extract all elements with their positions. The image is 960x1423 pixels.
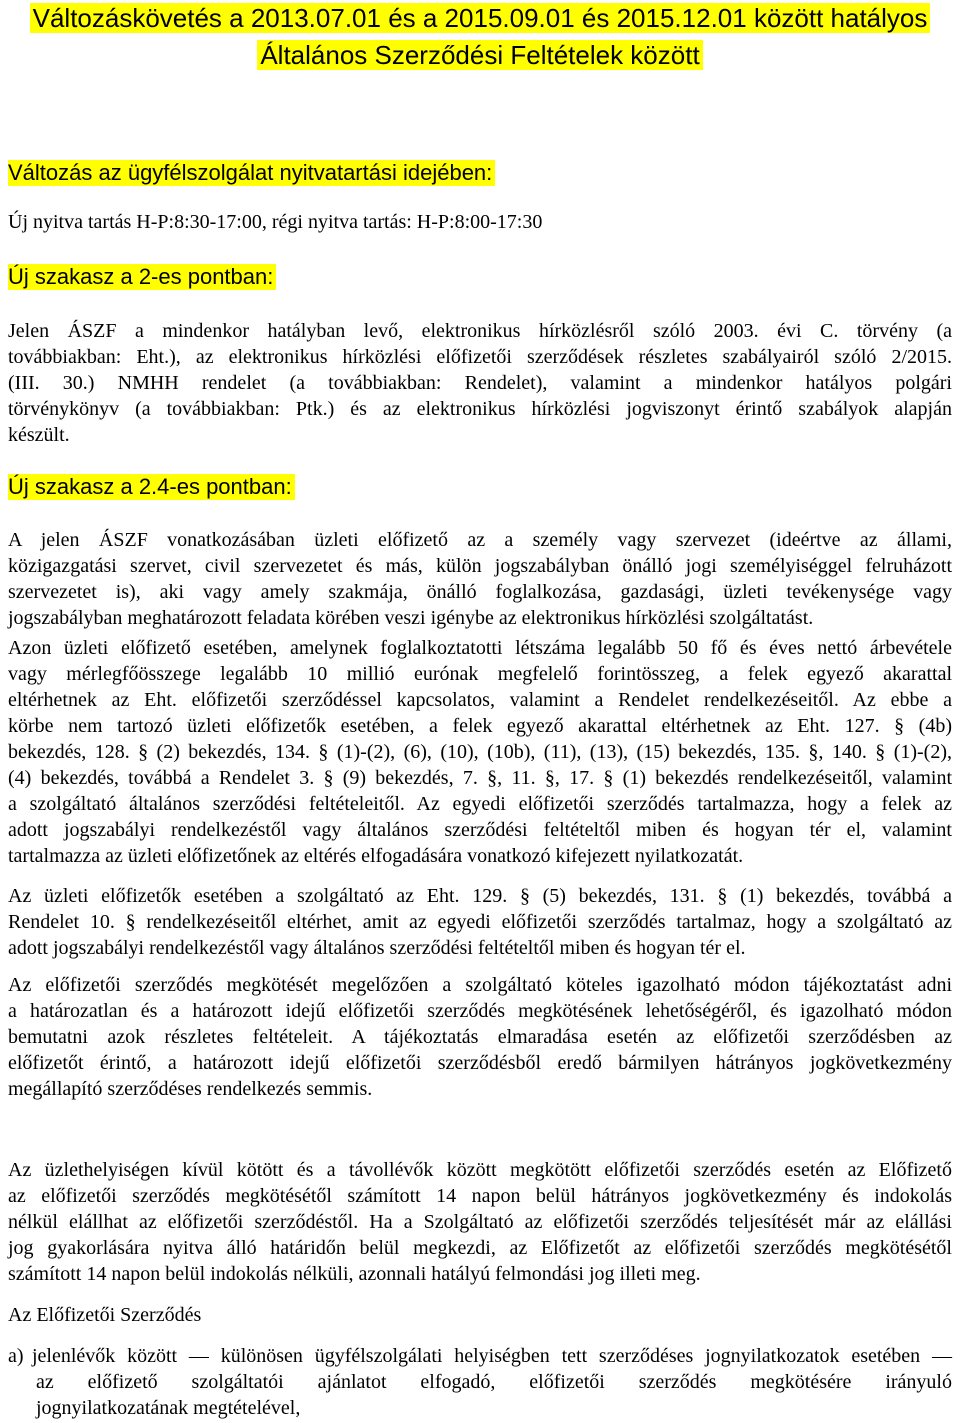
paragraph [8, 635, 952, 869]
paragraph-line: a határozatlan és a határozott idejű előfizetői szerződés megkötésének lehetőségéről, és igazolható módon [8, 1000, 952, 1022]
paragraph-line: (4) bekezdés, továbbá a Rendelet 3. § (9) bekezdés, 7. §, 11. §, 17. § (1) bekezdés rendelkezéseitől, valamint [8, 767, 952, 789]
paragraph-line: Új nyitva tartás H-P:8:30-17:00, régi nyitva tartás: H-P:8:00-17:30 [8, 211, 543, 233]
paragraph-line: közigazgatási szervet, civil szervezetet és más, külön jogszabályban önálló jogi személyiséggel felruházott [8, 555, 952, 577]
paragraph-line: a szolgáltató általános szerződési feltételeitől. Az egyedi előfizetői szerződés tartalmazza, hogy a felek az [8, 793, 952, 815]
paragraph-line: A jelen ÁSZF vonatkozásában üzleti előfizető az a személy vagy szervezet (ideértve az állami, [8, 529, 952, 551]
paragraph-line: körbe nem tartozó üzleti előfizetők esetében, a felek egyező akarattal eltérhetnek az Eht. 127. § (4b) [8, 715, 952, 737]
paragraph-line: adott jogszabályi rendelkezéstől vagy általános szerződési feltételtől miben és hogyan tér el, valamint [8, 819, 952, 841]
paragraph [8, 527, 952, 631]
paragraph-line: az előfizető szolgáltatói ajánlatot elfogadó, előfizetői szerződés megkötésére irányuló [36, 1371, 952, 1393]
paragraph [8, 318, 952, 448]
paragraph-line: jognyilatkozatának megtételével, [36, 1397, 301, 1419]
paragraph [8, 1157, 952, 1287]
paragraph [8, 209, 952, 235]
paragraph-line: jogszabályban meghatározott feladata körében veszi igénybe az elektronikus hírközlési szolgáltatást. [8, 607, 814, 629]
highlighted-title-text: Változáskövetés a 2013.07.01 és a 2015.09.01 és 2015.12.01 között hatályos [30, 3, 931, 33]
document-title-line [0, 3, 960, 33]
paragraph-line: adott jogszabályi rendelkezéstől vagy általános szerződési feltételtől miben és hogyan tér el. [8, 937, 746, 959]
paragraph-line: eltérhetnek az Eht. előfizetői szerződéssel kapcsolatos, valamint a Rendelet rendelkezéseitől. Az ebbe a [8, 689, 952, 711]
paragraph-line: szervezetet is), aki vagy amely szakmája, önálló foglalkozása, gazdasági, üzleti tevékenysége vagy [8, 581, 952, 603]
paragraph-line: vagy mérlegfőösszege legalább 10 millió eurónak megfelelő forintösszeg, a felek egyező akarattal [8, 663, 952, 685]
paragraph-line: előfizetőt érintő, a határozott idejű előfizetői szerződésből eredő bármilyen hátrányos jogkövetkezmény [8, 1052, 952, 1074]
paragraph [8, 972, 952, 1102]
document-title-line [0, 40, 960, 70]
paragraph-line: számított 14 napon belül indokolás nélküli, azonnali hatályú felmondási jog illeti meg. [8, 1263, 701, 1285]
section-heading: Új szakasz a 2.4-es pontban: [8, 474, 295, 500]
paragraph [8, 883, 952, 961]
paragraph-line: Az üzleti előfizetők esetében a szolgáltató az Eht. 129. § (5) bekezdés, 131. § (1) bekezdés, továbbá a [8, 885, 952, 907]
paragraph-line: törvénykönyv (a továbbiakban: Ptk.) és az elektronikus hírközlési jogviszonyt érintő szabályok alapján [8, 398, 952, 420]
paragraph-line: bemutatni azok részletes feltételeit. A tájékoztatás elmaradása esetén az előfizetői szerződésben az [8, 1026, 952, 1048]
paragraph-line: megállapító szerződéses rendelkezés semmis. [8, 1078, 373, 1100]
paragraph [8, 1302, 952, 1328]
paragraph-line: nélkül elállhat az előfizetői szerződéstől. Ha a Szolgáltató az előfizetői szerződés teljesítését már az elállási [8, 1211, 952, 1233]
section-heading: Új szakasz a 2-es pontban: [8, 264, 276, 290]
paragraph-line: bekezdés, 128. § (2) bekezdés, 134. § (1)-(2), (6), (10), (10b), (11), (13), (15) bekezdés, 135. §, 140. § (1)-(2), [8, 741, 952, 763]
paragraph-line: készült. [8, 424, 70, 446]
highlighted-title-text: Általános Szerződési Feltételek között [257, 40, 702, 70]
paragraph-line: jog gyakorlására nyitva álló határidőn belül megkezdi, az Előfizetőt az előfizetői szerződés megkötésétől [8, 1237, 952, 1259]
list-item-label: a) [8, 1345, 24, 1367]
paragraph-line: Az előfizetői szerződés megkötését megelőzően a szolgáltató köteles igazolható módon tájékoztatást adni [8, 974, 952, 996]
paragraph-line: Azon üzleti előfizető esetében, amelynek foglalkoztatotti létszáma legalább 50 fő és éves nettó árbevétele [8, 637, 952, 659]
paragraph-line: Az üzlethelyiségen kívül kötött és a távollévők között megkötött előfizetői szerződés esetén az Előfizető [8, 1159, 952, 1181]
section-heading: Változás az ügyfélszolgálat nyitvatartási idejében: [8, 160, 495, 186]
paragraph-line: Jelen ÁSZF a mindenkor hatályban levő, elektronikus hírközlésről szóló 2003. évi C. törvény (a [8, 320, 952, 342]
paragraph-line: tartalmazza az üzleti előfizetőnek az eltérés elfogadására vonatkozó kifejezett nyilatkozatát. [8, 845, 744, 867]
paragraph-line: (III. 30.) NMHH rendelet (a továbbiakban: Rendelet), valamint a mindenkor hatályos polgári [8, 372, 952, 394]
paragraph-line: Rendelet 10. § rendelkezéseitől eltérhet, amit az egyedi előfizetői szerződés tartalmaz, hogy a szolgáltató az [8, 911, 952, 933]
paragraph-line: jelenlévők között — különösen ügyfélszolgálati helyiségben tett szerződéses jognyilatkozatok esetében — [32, 1345, 952, 1367]
paragraph-line: Az Előfizetői Szerződés [8, 1304, 202, 1326]
paragraph-line: az előfizetői szerződés megkötésétől számított 14 napon belül hátrányos jogkövetkezmény és indokolás [8, 1185, 952, 1207]
list-item [8, 1343, 952, 1421]
paragraph-line: továbbiakban: Eht.), az elektronikus hírközlési előfizetői szerződések részletes szabályairól szóló 2/2015. [8, 346, 952, 368]
